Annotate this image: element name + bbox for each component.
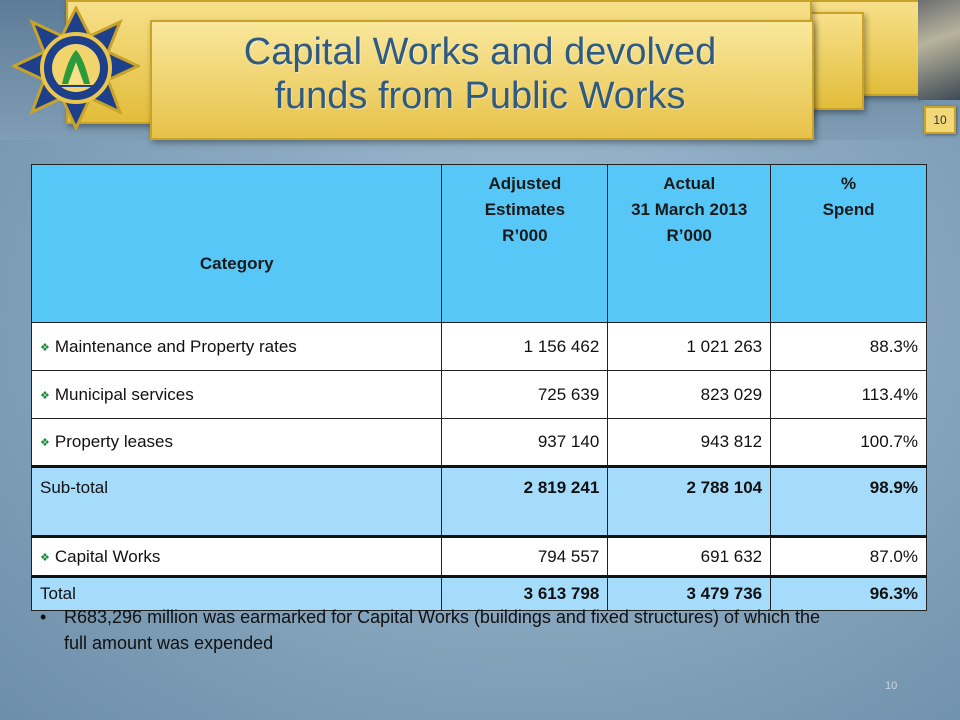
col-header-actual xyxy=(608,165,771,323)
cell-spend: 88.3% xyxy=(771,323,927,371)
budget-table xyxy=(31,164,927,611)
diamond-bullet-icon: ❖ xyxy=(40,437,50,450)
table-header-row xyxy=(32,165,927,323)
footer-page-number: 10 xyxy=(885,680,898,692)
cell-category xyxy=(32,323,442,371)
cell-category: Total xyxy=(32,577,442,611)
category-label: Maintenance and Property rates xyxy=(54,336,297,356)
cell-spend: 113.4% xyxy=(771,371,927,419)
diamond-bullet-icon: ❖ xyxy=(40,389,50,402)
header-adjusted-line: Adjusted xyxy=(488,174,562,193)
cell-adjusted: 1 156 462 xyxy=(442,323,608,371)
cell-actual: 943 812 xyxy=(608,419,771,467)
cell-category xyxy=(32,537,442,577)
note-text: R683,296 million was earmarked for Capital Works (buildings and fixed structures) of which the full amount was expended xyxy=(64,607,821,653)
subtotal-row xyxy=(32,467,927,537)
cell-adjusted: 794 557 xyxy=(442,537,608,577)
header-actual-line: R’000 xyxy=(666,226,712,245)
cell-category: Sub-total xyxy=(32,467,442,537)
cell-category xyxy=(32,419,442,467)
cell-spend: 98.9% xyxy=(771,467,927,537)
corner-photo xyxy=(918,0,960,100)
cell-actual: 823 029 xyxy=(608,371,771,419)
cell-actual: 1 021 263 xyxy=(608,323,771,371)
title-line-1: Capital Works and devolved xyxy=(243,31,717,73)
cell-actual: 691 632 xyxy=(608,537,771,577)
col-header-category-label: Category xyxy=(199,253,274,273)
col-header-category xyxy=(32,165,442,323)
cell-adjusted: 3 613 798 xyxy=(442,577,608,611)
cell-actual: 2 788 104 xyxy=(608,467,771,537)
cell-adjusted: 2 819 241 xyxy=(442,467,608,537)
col-header-adjusted xyxy=(442,165,608,323)
bullet-icon: • xyxy=(40,607,47,627)
table-row xyxy=(32,323,927,371)
header-actual-line: Actual xyxy=(663,174,716,193)
table-row xyxy=(32,371,927,419)
header-spend-line: % xyxy=(840,174,857,193)
table-row xyxy=(32,419,927,467)
diamond-bullet-icon: ❖ xyxy=(40,341,50,354)
category-label: Capital Works xyxy=(54,546,161,566)
title-line-2: funds from Public Works xyxy=(274,75,686,117)
header-adjusted-line: R’000 xyxy=(502,226,548,245)
cell-adjusted: 725 639 xyxy=(442,371,608,419)
saps-logo-icon xyxy=(12,6,140,130)
page-title xyxy=(160,30,800,118)
header-adjusted-line: Estimates xyxy=(484,200,566,219)
diamond-bullet-icon: ❖ xyxy=(40,551,50,564)
cell-spend: 100.7% xyxy=(771,419,927,467)
cell-adjusted: 937 140 xyxy=(442,419,608,467)
cell-spend: 96.3% xyxy=(771,577,927,611)
category-label: Property leases xyxy=(54,432,173,451)
note-bullet-item xyxy=(40,604,840,656)
header-spend-line: Spend xyxy=(822,200,875,219)
category-label: Municipal services xyxy=(54,384,194,404)
page-badge: 10 xyxy=(924,106,956,134)
table-row xyxy=(32,537,927,577)
cell-category xyxy=(32,371,442,419)
header-actual-line: 31 March 2013 xyxy=(631,200,748,219)
cell-actual: 3 479 736 xyxy=(608,577,771,611)
col-header-spend xyxy=(771,165,927,323)
cell-spend: 87.0% xyxy=(771,537,927,577)
